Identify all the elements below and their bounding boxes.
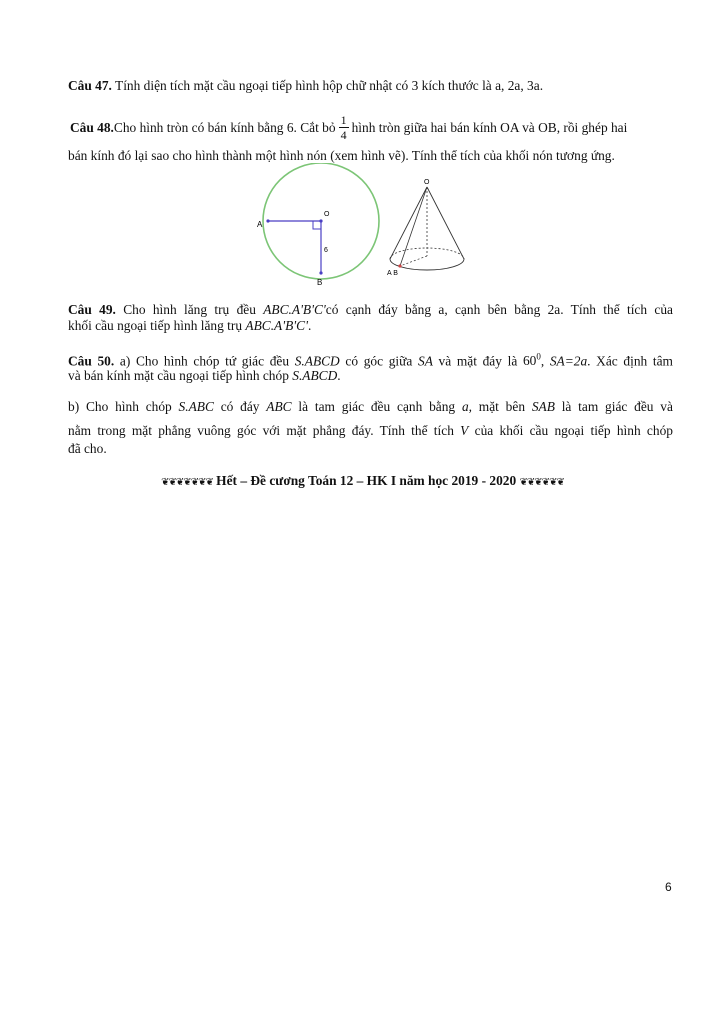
question-48-line-2: bán kính đó lại sao cho hình thành một hình nón (xem hình vẽ). Tính thể tích của khối nón tương ứng. [68, 148, 615, 163]
label-b: B [317, 278, 323, 287]
question-text: Cho hình tròn có bán kính bằng 6. Cắt bỏ [113, 120, 336, 135]
question-text: hình tròn giữa hai bán kính OA và OB, rồi ghép hai [351, 120, 628, 135]
heart-ornament-left: ❦❦❦❦❦❦❦ [161, 477, 213, 488]
question-text: Tính diện tích mặt cầu ngoại tiếp hình hộp chữ nhật có 3 kích thước là a, 2a, 3a. [111, 78, 544, 93]
cone-base-back [390, 248, 464, 259]
label-a: A [257, 220, 263, 229]
question-label: Câu 50. [68, 353, 115, 369]
question-50a-line-2: và bán kính mặt cầu ngoại tiếp hình chóp S.ABCD. [68, 368, 341, 383]
label-6: 6 [324, 247, 328, 254]
footer-text: Hết – Đề cương Toán 12 – HK I năm học 2019 - 2020 [212, 473, 520, 488]
question-label: Câu 49. [68, 302, 116, 317]
question-48-line-1 [70, 111, 674, 145]
point-o [319, 219, 322, 222]
point-a [266, 219, 269, 222]
fraction-one-quarter [339, 113, 349, 142]
figure-circle-and-cone [250, 163, 480, 288]
page-number: 6 [665, 880, 672, 894]
question-label: Câu 47. [68, 78, 112, 93]
cone-label-ab: A B [387, 270, 398, 277]
question-49-line-1: Câu 49. Cho hình lăng trụ đều ABC.A'B'C'có cạnh đáy bằng a, cạnh bên bằng 2a. Tính thể tích của [68, 302, 673, 317]
cone-radius [400, 256, 427, 266]
cone-left-edge [390, 187, 427, 259]
right-angle-mark [313, 221, 321, 229]
heart-ornament-right: ❦❦❦❦❦❦ [519, 477, 564, 488]
label-o: O [324, 211, 330, 218]
cone-point-ab [398, 264, 401, 267]
question-50a-line-1: Câu 50. a) Cho hình chóp tứ giác đều S.ABCD có góc giữa SA và mặt đáy là $60^0$, SA=2a. Xác định tâm [68, 352, 673, 369]
angle-value: $60^0$ [522, 352, 541, 369]
question-50b-line-1: b) Cho hình chóp S.ABC có đáy ABC là tam giác đều cạnh bằng a, mặt bên SAB là tam giác đều và [68, 399, 673, 414]
question-50b-line-3: đã cho. [68, 441, 107, 456]
cone-base-front [390, 259, 464, 270]
question-47 [68, 78, 543, 94]
document-footer [0, 473, 725, 491]
cone-right-edge [427, 187, 464, 259]
cone-seam [400, 187, 427, 266]
fraction-denominator: 4 [340, 127, 347, 142]
fraction-numerator: 1 [340, 112, 347, 127]
cone-label-o: O [424, 179, 430, 186]
point-b [319, 271, 322, 274]
question-50b-line-2: nằm trong mặt phẳng vuông góc với mặt phẳng đáy. Tính thể tích V của khối cầu ngoại tiếp hình chóp [68, 423, 673, 438]
question-label: Câu 48. [70, 120, 114, 135]
question-49-line-2: khối cầu ngoại tiếp hình lăng trụ ABC.A'B'C'. [68, 318, 312, 333]
prism-name: ABC.A'B'C' [245, 318, 308, 333]
prism-name: ABC.A'B'C' [263, 302, 326, 317]
